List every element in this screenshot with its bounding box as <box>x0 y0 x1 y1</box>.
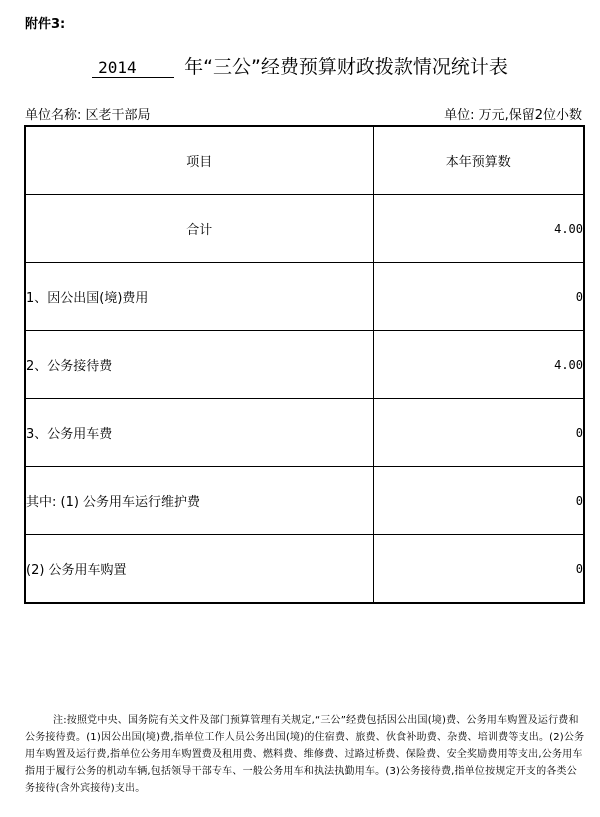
page-title <box>0 52 600 79</box>
table-row <box>25 331 584 399</box>
row-label: 2、公务接待费 <box>25 331 373 399</box>
row-label: (2) 公务用车购置 <box>25 535 373 604</box>
row-value: 0 <box>373 263 584 331</box>
column-header-value: 本年预算数 <box>373 126 584 195</box>
row-value: 4.00 <box>373 331 584 399</box>
row-label: 其中: (1) 公务用车运行维护费 <box>25 467 373 535</box>
title-text: 年“三公”经费预算财政拨款情况统计表 <box>184 56 508 78</box>
table-row <box>25 263 584 331</box>
row-value: 0 <box>373 535 584 604</box>
unit-measure: 单位: 万元,保留2位小数 <box>444 108 582 123</box>
footnote: 注:按照党中央、国务院有关文件及部门预算管理有关规定,“三公”经费包括因公出国(境)费、公务用车购置及运行费和公务接待费。(1)因公出国(境)费,指单位工作人员公务出国(境)的住宿费、旅费、伙食补助费、杂费、培训费等支出。(2)公务用车购置及运行费,指单位公务用车购置费及租用费、燃料费、维修费、过路过桥费、保险费、安全奖励费用等支出,公务用车指用于履行公务的机动车辆,包括领导干部专车、一般公务用车和执法执勤用车。(3)公务接待费,指单位按规定开支的各类公务接待(含外宾接待)支出。 <box>25 715 585 794</box>
row-label: 3、公务用车费 <box>25 399 373 467</box>
row-value: 4.00 <box>373 195 584 263</box>
row-label: 合计 <box>25 195 373 263</box>
table-row <box>25 467 584 535</box>
row-value: 0 <box>373 399 584 467</box>
row-label: 1、因公出国(境)费用 <box>25 263 373 331</box>
table-row <box>25 399 584 467</box>
column-header-item: 项目 <box>25 126 373 195</box>
table-row-total <box>25 195 584 263</box>
table-row <box>25 535 584 604</box>
table-header-row <box>25 126 584 195</box>
row-value: 0 <box>373 467 584 535</box>
unit-name: 单位名称: 区老干部局 <box>25 108 151 123</box>
attachment-label: 附件3: <box>25 17 66 32</box>
budget-table <box>24 125 585 604</box>
title-year: 2014 <box>92 58 174 78</box>
